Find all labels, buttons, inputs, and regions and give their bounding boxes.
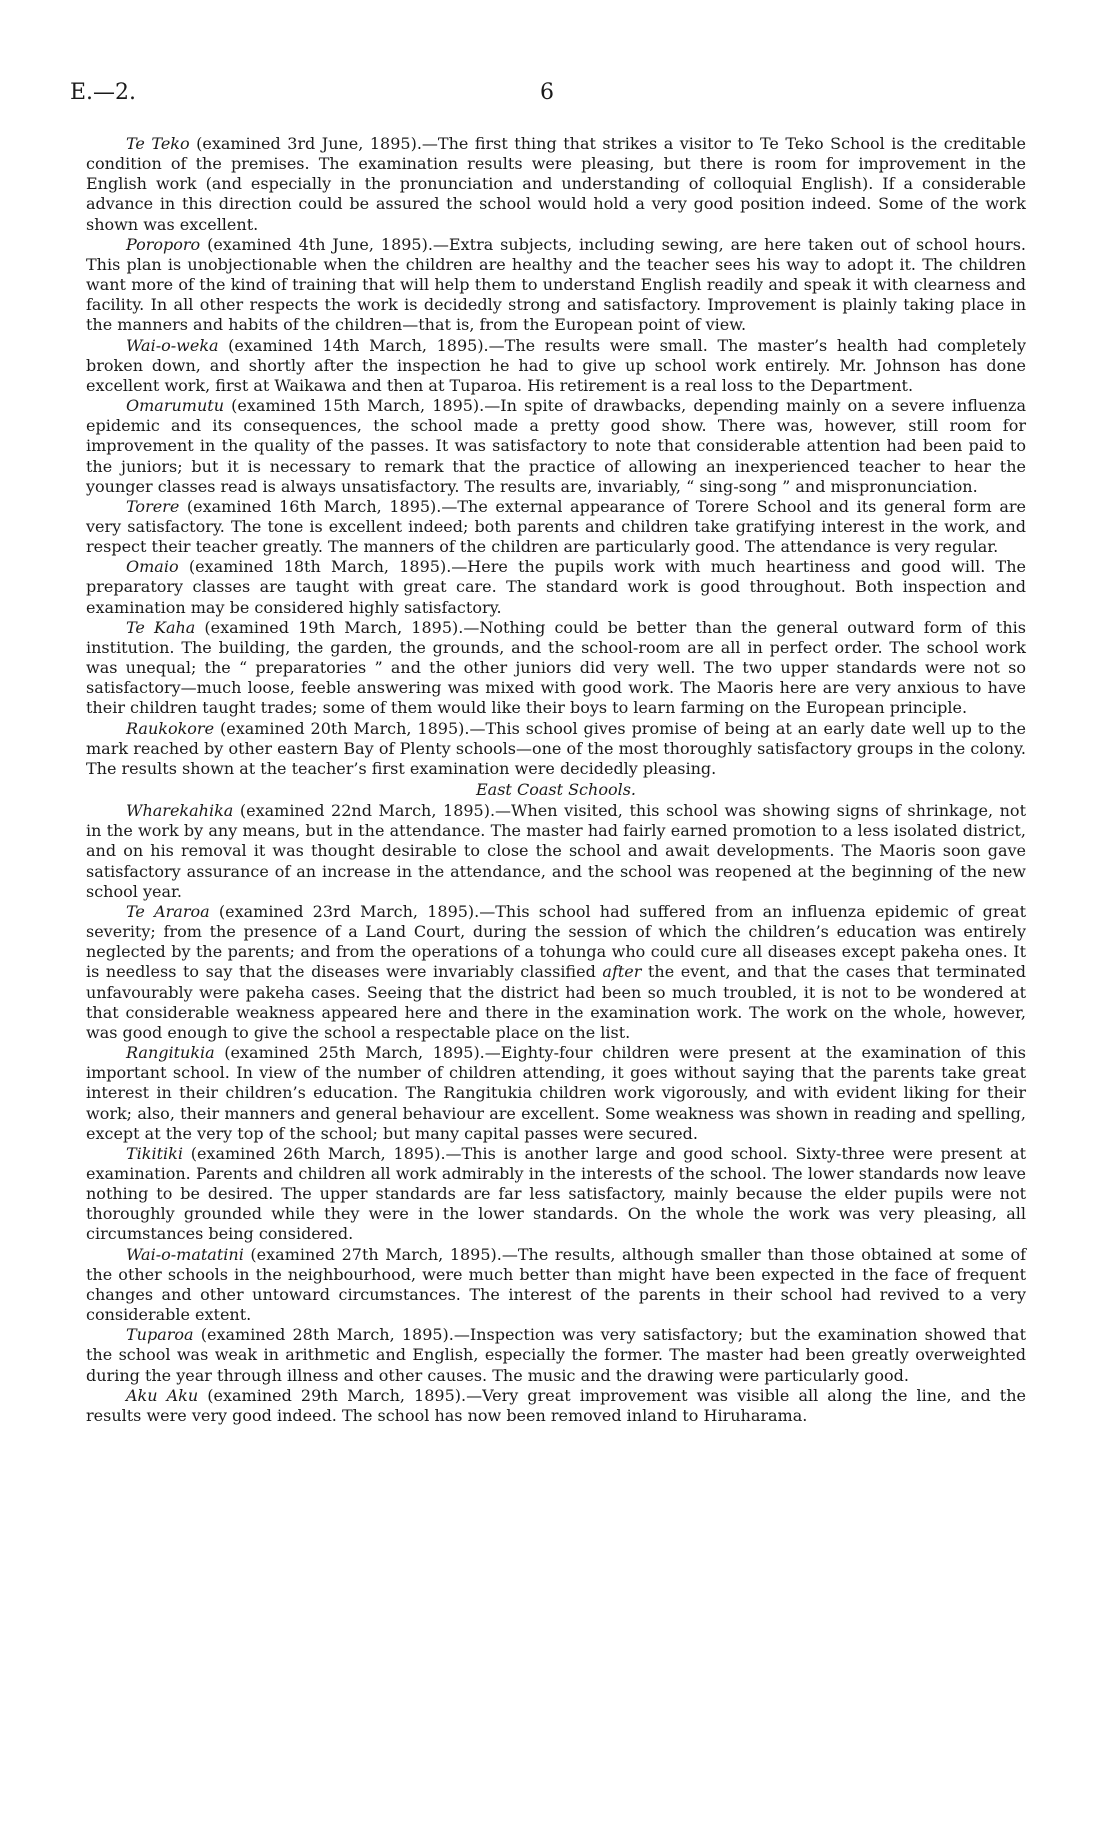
paragraph-rangitukia bbox=[86, 1043, 1026, 1144]
paragraph-text: (examined 28th March, 1895).—Inspection was very satisfactory; but the examination showed that the school was weak in arithmetic and English, especially the former. The master had been greatly overweighted during the year through illness and other causes. The music and the drawing were particularly good. bbox=[86, 1325, 1026, 1385]
paragraph-text: (examined 4th June, 1895).—Extra subjects, including sewing, are here taken out of school hours. This plan is unobjectionable when the children are healthy and the teacher sees his way to adopt it. The children want more of the kind of training that will help them to understand English readily and speak it with clearness and facility. In all other respects the work is decidedly strong and satisfactory. Improvement is plainly taking place in the manners and habits of the children—that is, from the European point of view. bbox=[86, 234, 1026, 335]
school-name: Poroporo bbox=[126, 234, 201, 254]
paragraph-wai-o-matatini bbox=[86, 1245, 1026, 1326]
school-name: Wai-o-weka bbox=[126, 335, 219, 355]
paragraph-text: (examined 14th March, 1895).—The results were small. The master’s health had completely broken down, and shortly after the inspection he had to give up school work entirely. Mr. Johnson has done excellent work, first at Waikawa and then at Tuparoa. His retirement is a real loss to the Department. bbox=[86, 335, 1026, 395]
school-name: Te Teko bbox=[126, 134, 190, 153]
paragraph-text: (examined 22nd March, 1895).—When visited, this school was showing signs of shrinkage, not in the work by any means, but in the attendance. The master had fairly earned promotion to a less isolated district, and on his removal it was thought desirable to close the school and await developments. The Maoris soon gave satisfactory assurance of an increase in the attendance, and the school was reopened at the beginning of the new school year. bbox=[86, 801, 1026, 901]
emphasis-word: after bbox=[602, 962, 642, 982]
school-name: Omarumutu bbox=[126, 396, 224, 416]
paragraph-omarumutu bbox=[86, 396, 1026, 497]
paragraph-te-kaha bbox=[86, 618, 1026, 719]
school-name: Tikitiki bbox=[126, 1143, 183, 1163]
paragraph-tikitiki bbox=[86, 1144, 1026, 1245]
school-name: Torere bbox=[126, 496, 180, 516]
paragraph-poroporo bbox=[86, 235, 1026, 336]
paragraph-torere bbox=[86, 497, 1026, 557]
paragraph-text: (examined 20th March, 1895).—This school gives promise of being at an early date well up to the mark reached by other eastern Bay of Plenty schools—one of the most thoroughly satisfactory groups in the colony. The results shown at the teacher’s first examination were decidedly pleasing. bbox=[86, 718, 1026, 778]
paragraph-wharekahika bbox=[86, 801, 1026, 902]
school-name: Wai-o-matatini bbox=[126, 1244, 244, 1264]
paragraph-te-teko bbox=[86, 134, 1026, 235]
paragraph-text: (examined 15th March, 1895).—In spite of drawbacks, depending mainly on a severe influenza epidemic and its consequences, the school made a pretty good show. There was, however, still room for improvement in the quality of the passes. It was satisfactory to note that considerable attention had been paid to the juniors; but it is necessary to remark that the practice of allowing an inexperienced teacher to hear the younger classes read is always unsatisfactory. The results are, invariably, “ sing-song ” and mispronunciation. bbox=[86, 396, 1026, 496]
paragraph-text: (examined 27th March, 1895).—The results, although smaller than those obtained at some of the other schools in the neighbourhood, were much better than might have been expected in the face of frequent changes and other untoward circumstances. The interest of the parents in their school had revived to a very considerable extent. bbox=[86, 1244, 1026, 1325]
school-name: Omaio bbox=[126, 557, 179, 577]
paragraph-text: (examined 3rd June, 1895).—The first thing that strikes a visitor to Te Teko School is the creditable condition of the premises. The examination results were pleasing, but there is room for improvement in the English work (and especially in the pronunciation and understanding of colloquial English). If a considerable advance in this direction could be assured the school would hold a very good position indeed. Some of the work shown was excellent. bbox=[86, 134, 1026, 234]
paragraph-wai-o-weka bbox=[86, 336, 1026, 396]
paragraph-text: (examined 26th March, 1895).—This is another large and good school. Sixty-three were present at examination. Parents and children all work admirably in the interests of the school. The lower standards now leave nothing to be desired. The upper standards are far less satisfactory, mainly because the elder pupils were not thoroughly grounded while they were in the lower standards. On the whole the work was very pleasing, all circumstances being considered. bbox=[86, 1143, 1026, 1244]
paragraph-aku-aku bbox=[86, 1386, 1026, 1426]
school-name: Te Kaha bbox=[126, 617, 196, 637]
school-name: Tuparoa bbox=[126, 1325, 194, 1345]
report-body bbox=[86, 134, 1026, 1426]
paragraph-text: (examined 16th March, 1895).—The external appearance of Torere School and its general form are very satisfactory. The tone is excellent indeed; both parents and children take gratifying interest in the work, and respect their teacher greatly. The manners of the children are particularly good. The attendance is very regular. bbox=[86, 496, 1026, 557]
page-number: 6 bbox=[540, 80, 554, 105]
page-header bbox=[70, 80, 1044, 110]
school-name: Te Araroa bbox=[126, 901, 210, 921]
paragraph-text: (examined 23rd March, 1895).—This school had suffered from an influenza epidemic of great severity; from the presence of a Land Court, during the session of which the children’s education was entirely neglected by the parents; and from the operations of a tohunga who could cure all diseases except pakeha ones. It is needless to say that the diseases were invariably classified bbox=[86, 901, 1027, 982]
section-heading: East Coast Schools. bbox=[476, 780, 636, 799]
school-name: Aku Aku bbox=[126, 1385, 199, 1405]
school-name: Wharekahika bbox=[126, 801, 234, 821]
paragraph-raukokore bbox=[86, 719, 1026, 779]
paragraph-te-araroa bbox=[86, 902, 1026, 1043]
paragraph-text: (examined 18th March, 1895).—Here the pupils work with much heartiness and good will. The preparatory classes are taught with great care. The standard work is good throughout. Both inspection and examination may be considered highly satisfactory. bbox=[86, 557, 1026, 617]
paragraph-tuparoa bbox=[86, 1325, 1026, 1385]
paragraph-text: (examined 25th March, 1895).—Eighty-four children were present at the examination of this important school. In view of the number of children attending, it goes without saying that the parents take great interest in their children’s education. The Rangitukia children work vigorously, and with evident liking for their work; also, their manners and general behaviour are excellent. Some weakness was shown in reading and spelling, except at the very top of the school; but many capital passes were secured. bbox=[86, 1043, 1026, 1143]
paragraph-text: (examined 29th March, 1895).—Very great improvement was visible all along the line, and the results were very good indeed. The school has now been removed inland to Hiruharama. bbox=[86, 1385, 1027, 1425]
paragraph-text: (examined 19th March, 1895).—Nothing could be better than the general outward form of this institution. The building, the garden, the grounds, and the school-room are all in perfect order. The school work was unequal; the “ preparatories ” and the other juniors did very well. The two upper standards were not so satisfactory—much loose, feeble answering was mixed with good work. The Maoris here are very anxious to have their children taught trades; some of them would like their boys to learn farming on the European principle. bbox=[86, 617, 1026, 718]
document-reference: E.—2. bbox=[70, 80, 137, 105]
paragraph-text: the event, and that the cases that terminated unfavourably were pakeha cases. Seeing that the district had been so much troubled, it is not to be wondered at that considerable weakness appeared here and there in the examination work. The work on the whole, however, was good enough to give the school a respectable place on the list. bbox=[86, 962, 1026, 1042]
paragraph-omaio bbox=[86, 557, 1026, 617]
school-name: Rangitukia bbox=[126, 1043, 215, 1063]
school-name: Raukokore bbox=[126, 718, 215, 738]
